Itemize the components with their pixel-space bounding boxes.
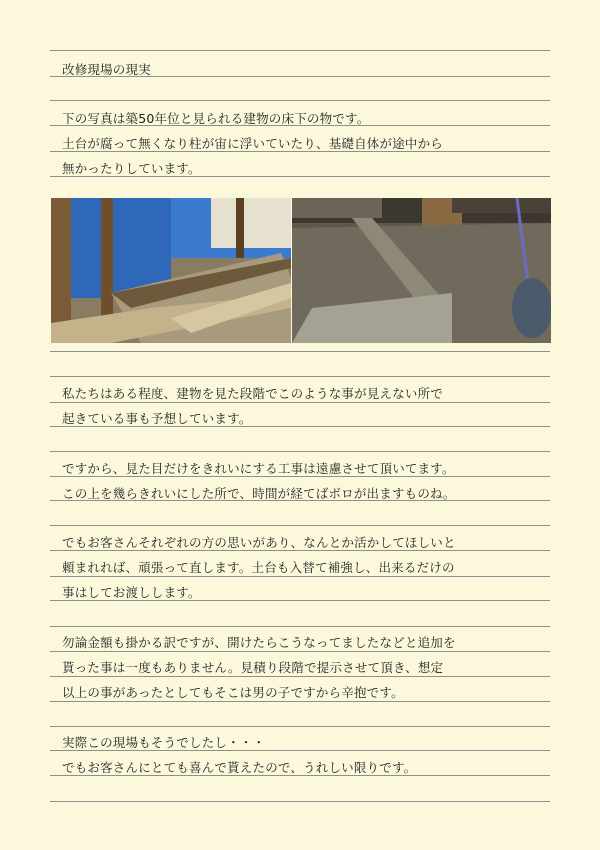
ruled-line [50, 726, 550, 727]
paragraph-line: 勿論金額も掛かる訳ですが、開けたらこうなってましたなどと追加を [62, 635, 456, 650]
floor-under-photo-left [51, 198, 291, 343]
paragraph-line: でもお客さんそれぞれの方の思いがあり、なんとか活かしてほしいと [62, 535, 456, 550]
ruled-line [50, 50, 550, 51]
paragraph-line: 事はしてお渡しします。 [62, 585, 201, 600]
intro-line: 無かったりしています。 [62, 161, 201, 176]
paragraph-line: 実際この現場もそうでしたし・・・ [62, 735, 266, 750]
ruled-line [50, 525, 550, 526]
ruled-line [50, 351, 550, 352]
intro-line: 下の写真は築50年位と見られる建物の床下の物です。 [62, 111, 370, 126]
paragraph-line: 私たちはある程度、建物を見た段階でこのような事が見えない所で [62, 386, 444, 401]
paragraph-line: ですから、見た目だけをきれいにする工事は遠慮させて頂いてます。 [62, 461, 455, 476]
paragraph-line: 起きている事も予想しています。 [62, 411, 252, 426]
page-title: 改修現場の現実 [62, 62, 151, 77]
ruled-line [50, 626, 550, 627]
paragraph-line: 以上の事があったとしてもそこは男の子ですから辛抱です。 [62, 685, 404, 700]
ruled-line [50, 451, 550, 452]
intro-line: 土台が腐って無くなり柱が宙に浮いていたり、基礎自体が途中から [62, 136, 444, 151]
paragraph-line: でもお客さんにとても喜んで貰えたので、うれしい限りです。 [62, 760, 417, 775]
ruled-line [50, 376, 550, 377]
paragraph-line: 貰った事は一度もありません。見積り段階で提示させて頂き、想定 [62, 660, 444, 675]
ruled-line [50, 100, 550, 101]
floor-under-photo-right [292, 198, 551, 343]
paragraph-line: 頼まれれば、頑張って直します。土台も入替て補強し、出来るだけの [62, 560, 455, 575]
ruled-line [50, 801, 550, 802]
paragraph-line: この上を幾らきれいにした所で、時間が経てばボロが出ますものね。 [62, 486, 456, 501]
